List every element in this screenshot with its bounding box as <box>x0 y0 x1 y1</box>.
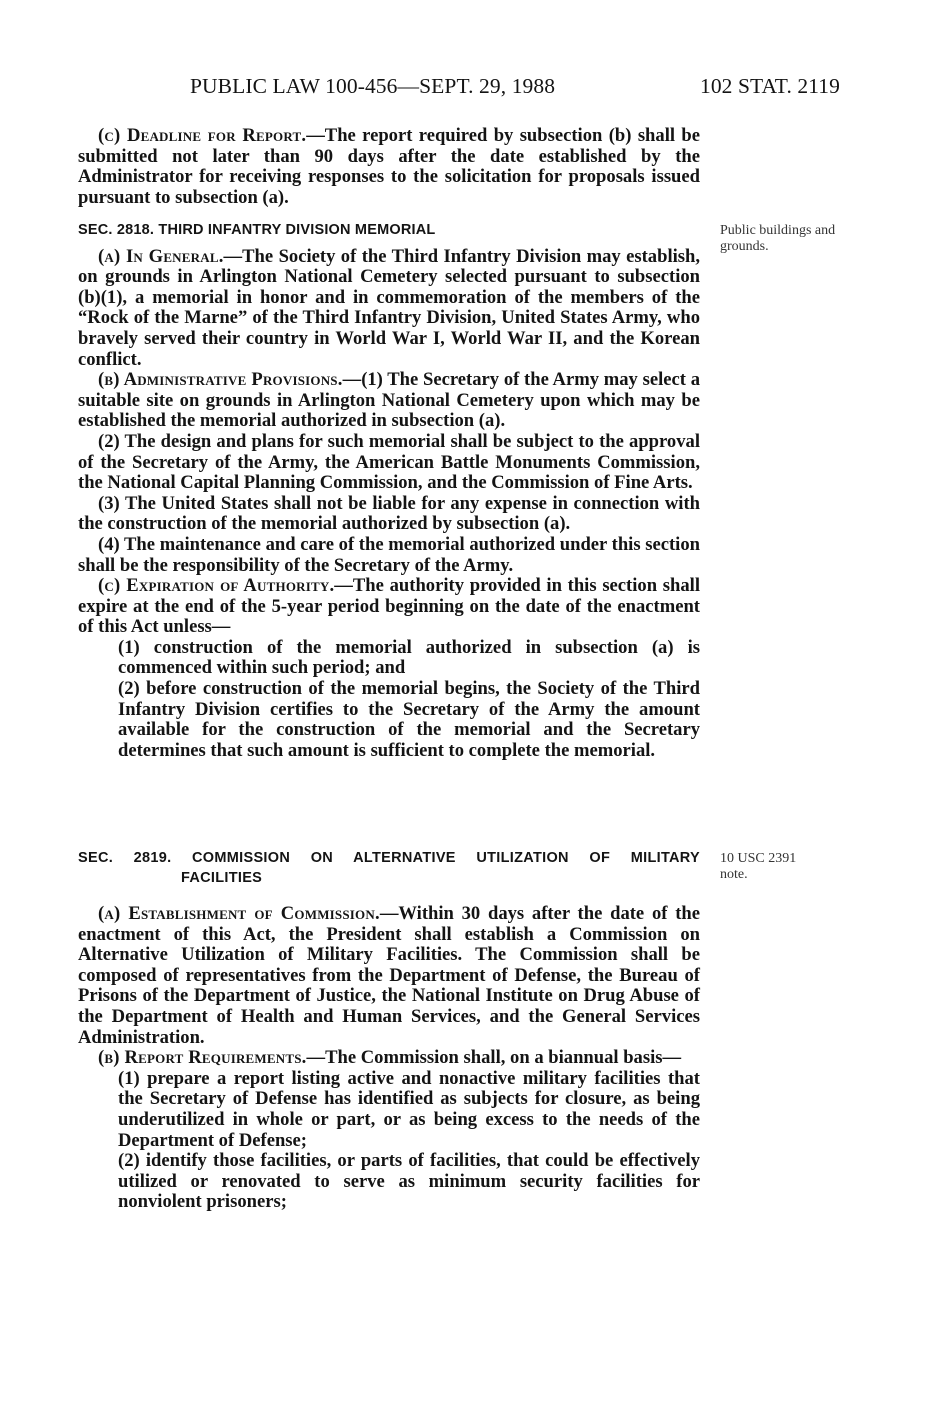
main-column <box>78 126 700 208</box>
paragraph-report-requirements: (b) Report Requirements.—The Commission shall, on a biannual basis— <box>98 1047 682 1069</box>
section-2819 <box>78 848 700 1213</box>
section-heading: SEC. 2818. THIRD INFANTRY DIVISION MEMORIAL <box>78 222 436 238</box>
paragraph-c2: (2) before construction of the memorial begins, the Society of the Third Infantry Division certifies to the Secretary of the Army the amount available for the construction of the memorial and the Secretary determines that such amount is sufficient to complete the memorial. <box>118 678 700 761</box>
paragraph-b3: (3) The United States shall not be liable for any expense in connection with the construction of the memorial authorized by subsection (a). <box>78 492 700 535</box>
running-header: PUBLIC LAW 100-456—SEPT. 29, 1988 <box>190 74 556 98</box>
paragraph-c1: (1) construction of the memorial authorized in subsection (a) is commenced within such period; and <box>118 636 700 679</box>
paragraph-b2: (2) The design and plans for such memorial shall be subject to the approval of the Secretary of the Army, the American Battle Monuments Commission, the National Capital Planning Commission, and the Commission of Fine Arts. <box>78 430 700 494</box>
stat-page-number: 102 STAT. 2119 <box>699 74 840 98</box>
section-heading: SEC. 2819. COMMISSION ON ALTERNATIVE UTILIZATION OF MILITARY <box>78 850 700 866</box>
margin-note-usc: 10 USC 2391 note. <box>720 851 797 882</box>
paragraph-expiration-of-authority: (c) Expiration of Authority.—The authority provided in this section shall expire at the end of the 5-year period beginning on the date of the enactment of this Act unless— <box>78 575 700 638</box>
section-2818 <box>78 220 700 761</box>
paragraph-b2: (2) identify those facilities, or parts of facilities, that could be effectively utilized or renovated to serve as minimum security facilities for nonviolent prisoners; <box>118 1150 700 1213</box>
paragraph-deadline-for-report: (c) Deadline for Report.—The report required by subsection (b) shall be submitted not later than 90 days after the date established by the Administrator for receiving responses to the solicitation for proposals issued pursuant to subsection (a). <box>78 125 700 208</box>
paragraph-b1: (1) prepare a report listing active and nonactive military facilities that the Secretary of Defense has identified as subjects for closure, as being underutilized in whole or part, or as being excess to the needs of the Department of Defense; <box>118 1067 700 1151</box>
paragraph-in-general: (a) In General.—The Society of the Third Infantry Division may establish, on grounds in Arlington National Cemetery selected pursuant to subsection (b)(1), a memorial in honor and in commemoration of the members of the “Rock of the Marne” of the Third Infantry Division, United States Army, who bravely served their country in World War I, World War II, and the Korean conflict. <box>78 245 701 370</box>
subsection-heading: (c) Deadline for Report. <box>98 125 307 146</box>
paragraph-b4: (4) The maintenance and care of the memorial authorized under this section shall be the responsibility of the Secretary of the Army. <box>78 533 700 576</box>
section-heading-continued: FACILITIES <box>181 870 263 886</box>
paragraph-establishment-of-commission: (a) Establishment of Commission.—Within 30 days after the date of the enactment of this Act, the President shall establish a Commission on Alternative Utilization of Military Facilities. The Commission shall be composed of representatives from the Department of Defense, the Bureau of Prisons of the Department of Justice, the National Institute on Drug Abuse of the Department of Health and Human Services, and the General Services Administration. <box>78 903 700 1048</box>
paragraph-administrative-provisions: (b) Administrative Provisions.—(1) The Secretary of the Army may select a suitable site on grounds in Arlington National Cemetery upon which may be established the memorial authorized in subsection (a). <box>78 369 700 432</box>
margin-note-public-buildings: Public buildings and grounds. <box>720 223 836 254</box>
